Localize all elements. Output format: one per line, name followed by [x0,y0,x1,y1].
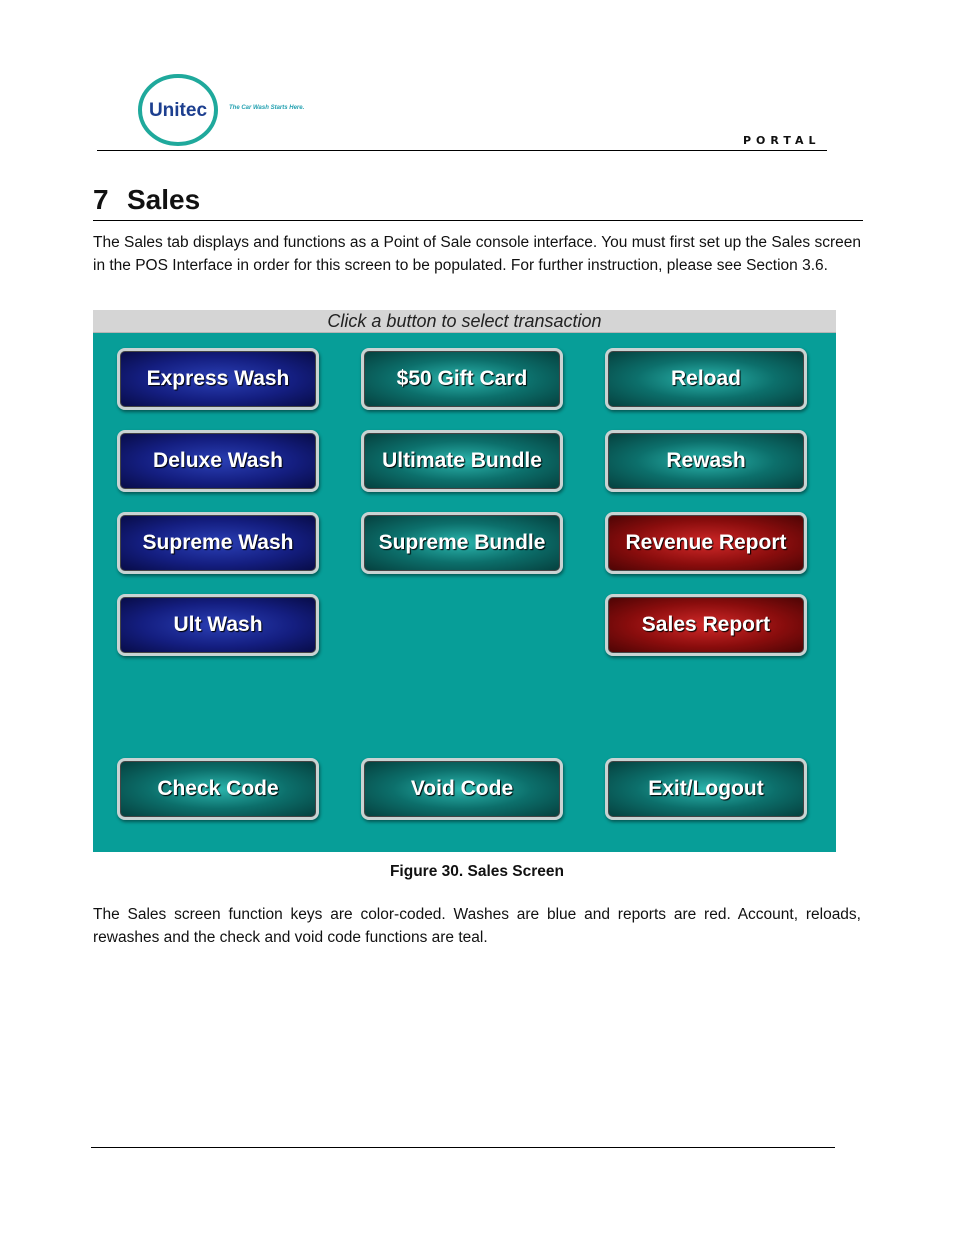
gift-card-button[interactable]: $50 Gift Card [361,348,563,410]
header-divider [97,150,827,151]
closing-paragraph: The Sales screen function keys are color-coded. Washes are blue and reports are red. Account, reloads, rewashes and the check and void code functions are teal. [93,906,861,946]
reload-button[interactable]: Reload [605,348,807,410]
deluxe-wash-button[interactable]: Deluxe Wash [117,430,319,492]
logo-wordmark: Unitec [148,100,208,121]
express-wash-button[interactable]: Express Wash [117,348,319,410]
ultimate-bundle-button[interactable]: Ultimate Bundle [361,430,563,492]
section-title: Sales [127,184,201,215]
void-code-button[interactable]: Void Code [361,758,563,820]
section-number: 7 [93,184,109,215]
figure-caption: Figure 30. Sales Screen [389,863,565,880]
check-code-button[interactable]: Check Code [117,758,319,820]
footer-divider [91,1147,835,1148]
sales-screen [93,310,836,852]
supreme-wash-button[interactable]: Supreme Wash [117,512,319,574]
supreme-bundle-button[interactable]: Supreme Bundle [361,512,563,574]
intro-paragraph: The Sales tab displays and functions as a Point of Sale console interface. You must first set up the Sales screen in the POS Interface in order for this screen to be populated. For further instruction, please see Section 3.6. [93,234,861,274]
screen-instruction-bar: Click a button to select transaction [93,310,836,333]
document-label: PORTAL [743,134,821,147]
section-divider [93,220,863,221]
sales-report-button[interactable]: Sales Report [605,594,807,656]
rewash-button[interactable]: Rewash [605,430,807,492]
logo-tagline: The Car Wash Starts Here. [229,105,305,111]
exit-logout-button[interactable]: Exit/Logout [605,758,807,820]
section-heading [93,184,200,216]
ult-wash-button[interactable]: Ult Wash [117,594,319,656]
unitec-logo [138,74,220,148]
revenue-report-button[interactable]: Revenue Report [605,512,807,574]
